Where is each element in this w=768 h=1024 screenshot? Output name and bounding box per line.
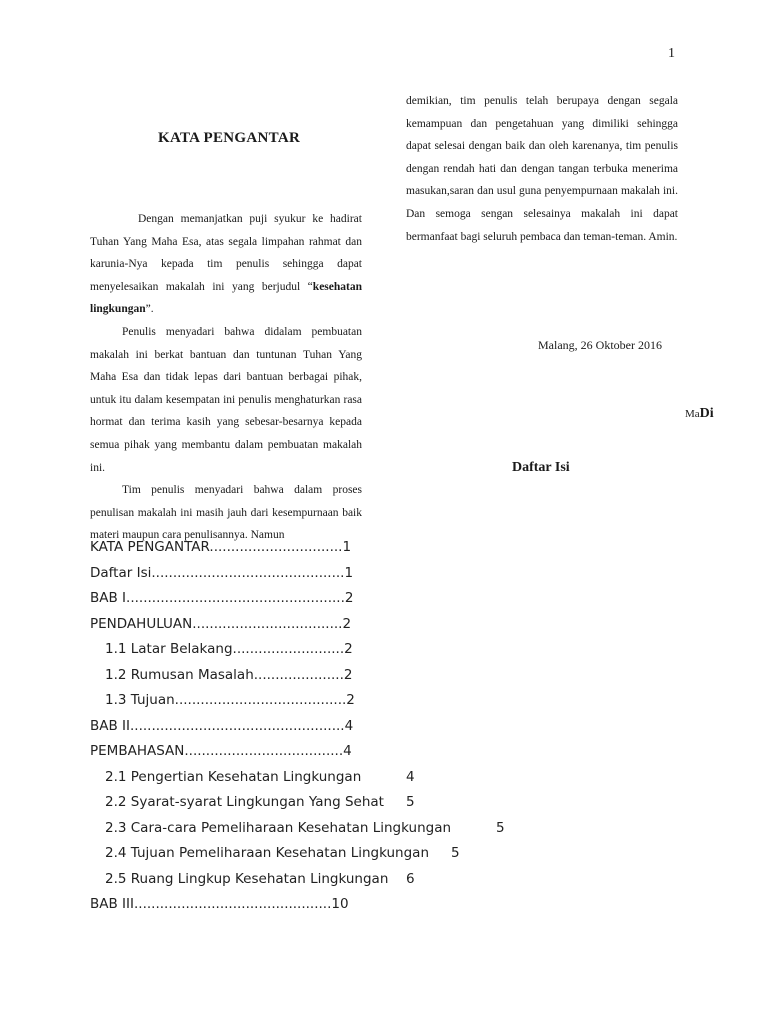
toc-page-2-2: 5 [406, 794, 415, 810]
toc-entry-2-4[interactable]: 2.4 Tujuan Pemeliharaan Kesehatan Lingkungan [105, 845, 430, 861]
kata-pengantar-left-column [90, 208, 362, 547]
daftar-isi-heading: Daftar Isi [512, 460, 570, 475]
toc-entry-daftar-isi[interactable]: Daftar Isi.............................................1 [90, 564, 354, 581]
paragraph-1-bold: kesehatan lingkungan [90, 280, 362, 316]
toc-entry-2-5[interactable]: 2.5 Ruang Lingkup Kesehatan Lingkungan [105, 870, 389, 887]
toc-entry-pendahuluan[interactable]: PENDAHULUAN...................................2 [90, 615, 352, 632]
paragraph-1 [90, 208, 362, 321]
signature-big: Di [699, 406, 714, 421]
paragraph-3-continued: demikian, tim penulis telah berupaya dengan segala kemampuan dan pengetahuan yang dimiliki sehingga dapat selesai dengan baik dan oleh karenanya, tim penulis dengan rendah hati dan dengan tangan terbuka menerima masukan,saran dan usul guna penyempurnaan makalah ini. Dan semoga sengan selesainya makalah ini dapat bermanfaat bagi seluruh pembaca dan teman-teman. Amin. [406, 95, 678, 243]
toc-entry-kata-pengantar[interactable]: KATA PENGANTAR...............................1 [90, 539, 352, 555]
toc-page-2-1: 4 [406, 768, 415, 785]
toc-entry-2-3[interactable]: 2.3 Cara-cara Pemeliharaan Kesehatan Lingkungan [105, 819, 452, 836]
paragraph-1-text: Dengan memanjatkan puji syukur ke hadirat Tuhan Yang Maha Esa, atas segala limpahan rahmat dan karunia-Nya kepada tim penulis sehingga dapat menyelesaikan makalah ini yang berjudul “ [90, 213, 362, 293]
toc-entry-2-1[interactable]: 2.1 Pengertian Kesehatan Lingkungan [105, 768, 362, 785]
toc-page-2-3: 5 [496, 819, 505, 836]
toc-entry-bab-3[interactable]: BAB III..............................................10 [90, 896, 349, 912]
signature [685, 406, 714, 422]
paragraph-2: Penulis menyadari bahwa didalam pembuatan makalah ini berkat bantuan dan tuntunan Tuhan Yang Maha Esa dan tidak lepas dari bantuan berbagai pihak, untuk itu dalam kesempatan ini penulis menghaturkan rasa hormat dan terima kasih yang sebesar-besarnya kepada semua pihak yang membantu dalam pembuatan makalah ini. [90, 325, 362, 474]
toc-entry-1-2[interactable]: 1.2 Rumusan Masalah.....................2 [105, 666, 353, 683]
toc-entry-1-3[interactable]: 1.3 Tujuan........................................2 [105, 692, 355, 708]
toc-entry-bab-2[interactable]: BAB II..................................................4 [90, 717, 354, 734]
page-number: 1 [668, 46, 675, 61]
toc-entry-bab-1[interactable]: BAB I...................................................2 [90, 590, 354, 606]
date-line: Malang, 26 Oktober 2016 [538, 338, 662, 352]
toc-page-2-5: 6 [406, 870, 415, 887]
toc-page-2-4: 5 [451, 845, 460, 861]
kata-pengantar-heading: KATA PENGANTAR [158, 130, 301, 146]
toc-entry-1-1[interactable]: 1.1 Latar Belakang..........................2 [105, 641, 353, 657]
paragraph-1-end: ”. [145, 303, 154, 316]
toc-entry-2-2[interactable]: 2.2 Syarat-syarat Lingkungan Yang Sehat [105, 794, 384, 810]
toc-entry-pembahasan[interactable]: PEMBAHASAN.....................................4 [90, 743, 352, 759]
signature-small: Ma [685, 408, 700, 420]
kata-pengantar-right-column [406, 90, 678, 248]
paragraph-3: Tim penulis menyadari bahwa dalam proses penulisan makalah ini masih jauh dari kesempurnaan baik materi maupun cara penulisannya. Namun [90, 484, 362, 542]
